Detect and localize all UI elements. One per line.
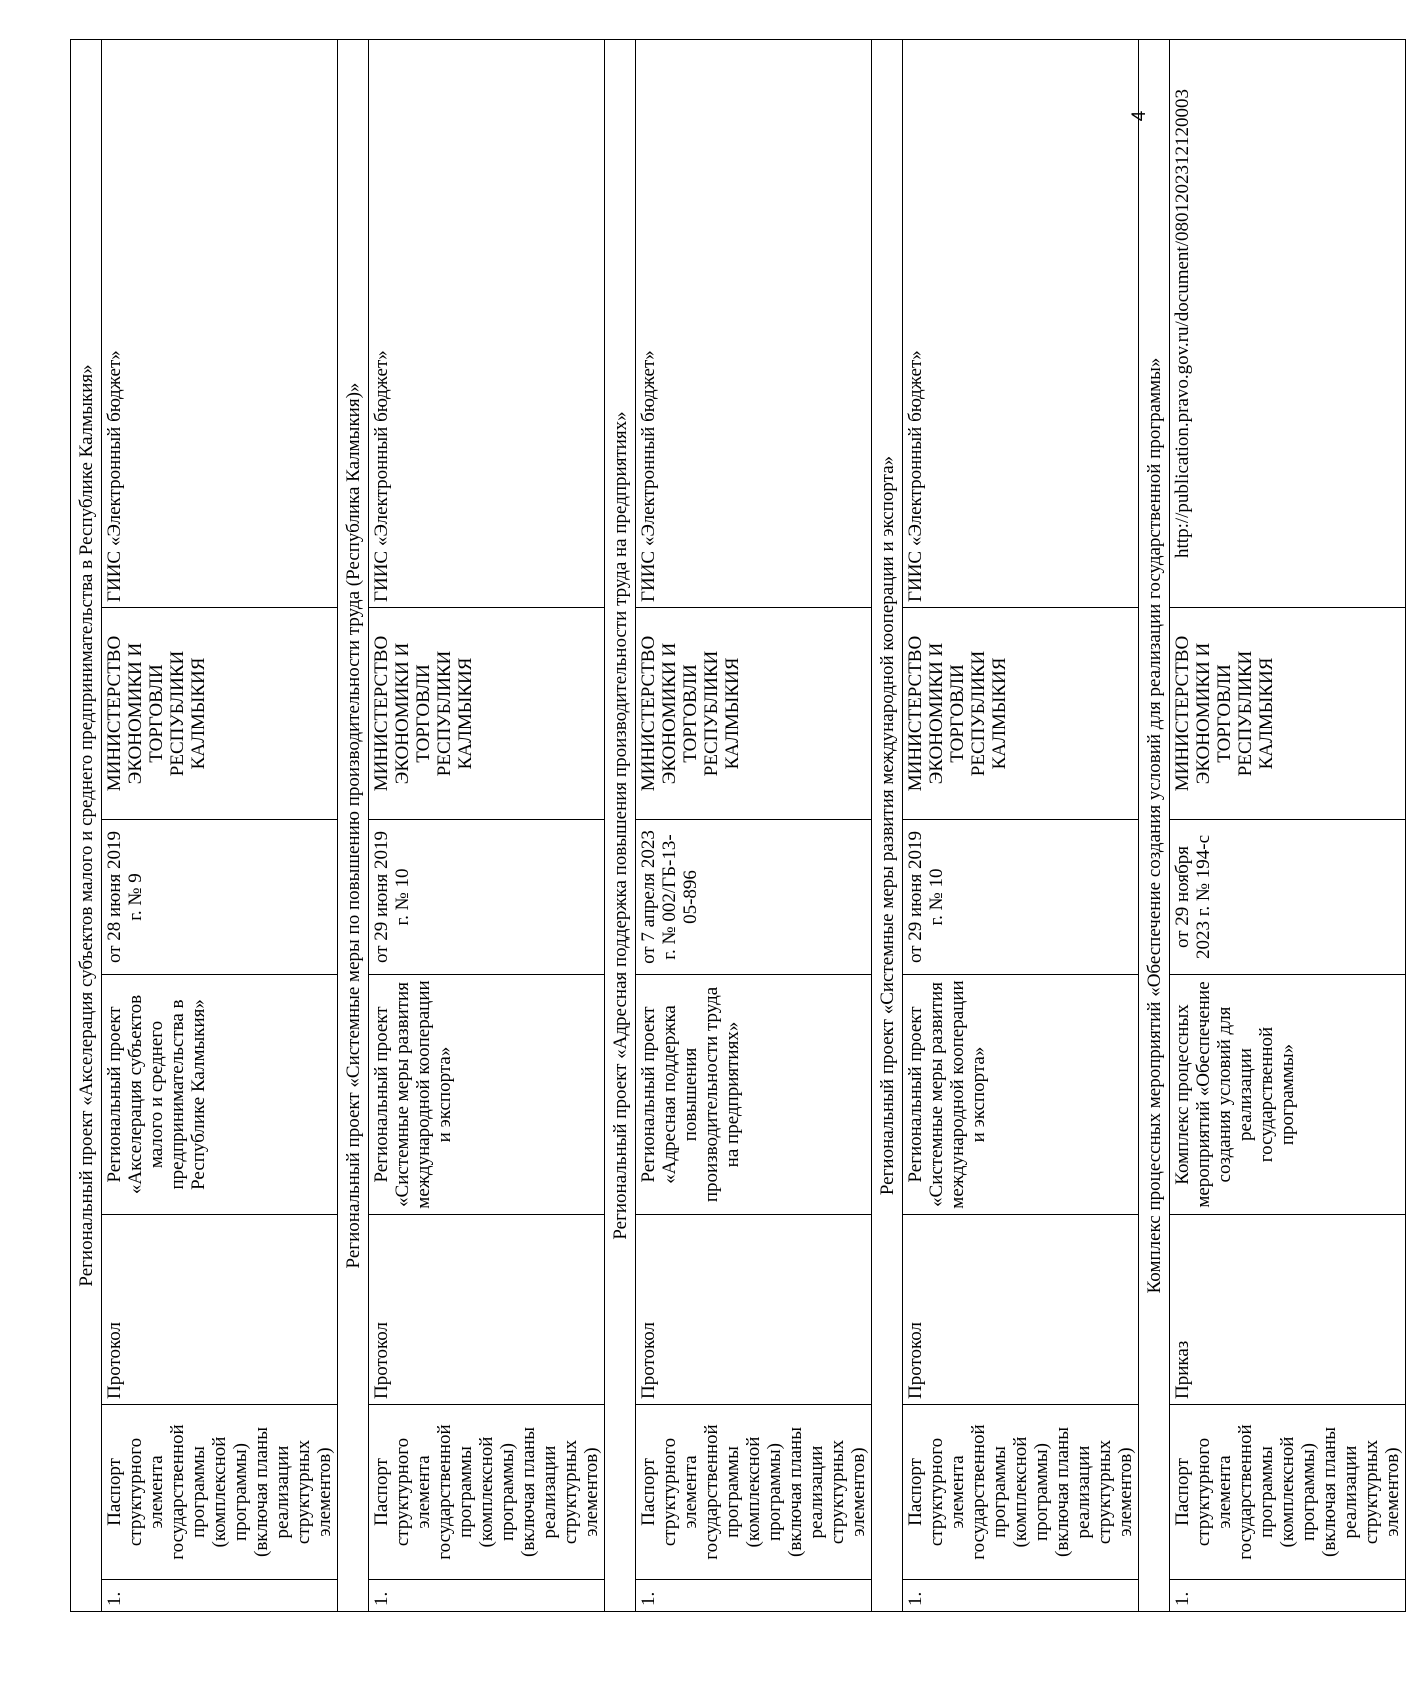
- document-type-cell: Приказ: [1170, 1215, 1406, 1405]
- document-name-cell: Региональный проект «Акселерация субъектов малого и среднего предпринимательства в Республике Калмыкия»: [102, 975, 338, 1215]
- document-type-cell: Протокол: [903, 1215, 1139, 1405]
- row-number: 1.: [903, 1580, 1139, 1612]
- section-title-row: [605, 40, 636, 1612]
- document-cell: Паспорт структурного элемента государственной программы (комплексной программы) (включая планы реализации структурных элементов): [903, 1405, 1139, 1580]
- document-details-cell: от 28 июня 2019 г. № 9: [102, 820, 338, 975]
- document-name-cell: Региональный проект «Системные меры развития международной кооперации и экспорта»: [369, 975, 605, 1215]
- page-number: 4: [1129, 110, 1150, 122]
- authority-cell: МИНИСТЕРСТВО ЭКОНОМИКИ И ТОРГОВЛИ РЕСПУБЛИКИ КАЛМЫКИЯ: [102, 608, 338, 820]
- document-cell: Паспорт структурного элемента государственной программы (комплексной программы) (включая планы реализации структурных элементов): [636, 1405, 872, 1580]
- section-title-row: [71, 40, 102, 1612]
- document-type-cell: Протокол: [636, 1215, 872, 1405]
- source-cell: ГИИС «Электронный бюджет»: [903, 40, 1139, 608]
- document-type-cell: Протокол: [102, 1215, 338, 1405]
- section-title: Региональный проект «Системные меры по повышению производительности труда (Республика Калмыкия)»: [338, 40, 369, 1612]
- authority-cell: МИНИСТЕРСТВО ЭКОНОМИКИ И ТОРГОВЛИ РЕСПУБЛИКИ КАЛМЫКИЯ: [903, 608, 1139, 820]
- document-details-cell: от 29 ноября 2023 г. № 194-с: [1170, 820, 1406, 975]
- document-details-cell: от 7 апреля 2023 г. № 002/ГБ-13-05-896: [636, 820, 872, 975]
- authority-cell: МИНИСТЕРСТВО ЭКОНОМИКИ И ТОРГОВЛИ РЕСПУБЛИКИ КАЛМЫКИЯ: [369, 608, 605, 820]
- section-title-row: [338, 40, 369, 1612]
- rotated-table-wrapper: [70, 40, 1403, 1612]
- section-title-row: [1139, 40, 1170, 1612]
- table-row: [369, 40, 605, 1612]
- source-cell: http://publication.pravo.gov.ru/document/0801202312120003: [1170, 40, 1406, 608]
- section-title-row: [872, 40, 903, 1612]
- document-cell: Паспорт структурного элемента государственной программы (комплексной программы) (включая планы реализации структурных элементов): [369, 1405, 605, 1580]
- row-number: 1.: [369, 1580, 605, 1612]
- row-number: 1.: [102, 1580, 338, 1612]
- table-row: [102, 40, 338, 1612]
- document-name-cell: Комплекс процессных мероприятий «Обеспечение создания условий для реализации государственной программы»: [1170, 975, 1406, 1215]
- document-cell: Паспорт структурного элемента государственной программы (комплексной программы) (включая планы реализации структурных элементов): [102, 1405, 338, 1580]
- document-name-cell: Региональный проект «Адресная поддержка повышения производительности труда на предприятиях»: [636, 975, 872, 1215]
- table-row: [1170, 40, 1406, 1612]
- row-number: 1.: [1170, 1580, 1406, 1612]
- table-row: [636, 40, 872, 1612]
- document-details-cell: от 29 июня 2019 г. № 10: [369, 820, 605, 975]
- section-title: Комплекс процессных мероприятий «Обеспечение создания условий для реализации государственной программы»: [1139, 40, 1170, 1612]
- table-row: [903, 40, 1139, 1612]
- document-details-cell: от 29 июня 2019 г. № 10: [903, 820, 1139, 975]
- row-number: 1.: [636, 1580, 872, 1612]
- source-cell: ГИИС «Электронный бюджет»: [636, 40, 872, 608]
- documents-table: [70, 39, 1406, 1612]
- section-title: Региональный проект «Адресная поддержка повышения производительности труда на предприятиях»: [605, 40, 636, 1612]
- source-cell: ГИИС «Электронный бюджет»: [369, 40, 605, 608]
- authority-cell: МИНИСТЕРСТВО ЭКОНОМИКИ И ТОРГОВЛИ РЕСПУБЛИКИ КАЛМЫКИЯ: [636, 608, 872, 820]
- document-cell: Паспорт структурного элемента государственной программы (комплексной программы) (включая планы реализации структурных элементов): [1170, 1405, 1406, 1580]
- source-cell: ГИИС «Электронный бюджет»: [102, 40, 338, 608]
- document-name-cell: Региональный проект «Системные меры развития международной кооперации и экспорта»: [903, 975, 1139, 1215]
- section-title: Региональный проект «Системные меры развития международной кооперации и экспорта»: [872, 40, 903, 1612]
- authority-cell: МИНИСТЕРСТВО ЭКОНОМИКИ И ТОРГОВЛИ РЕСПУБЛИКИ КАЛМЫКИЯ: [1170, 608, 1406, 820]
- document-type-cell: Протокол: [369, 1215, 605, 1405]
- section-title: Региональный проект «Акселерация субъектов малого и среднего предпринимательства в Республике Калмыкия»: [71, 40, 102, 1612]
